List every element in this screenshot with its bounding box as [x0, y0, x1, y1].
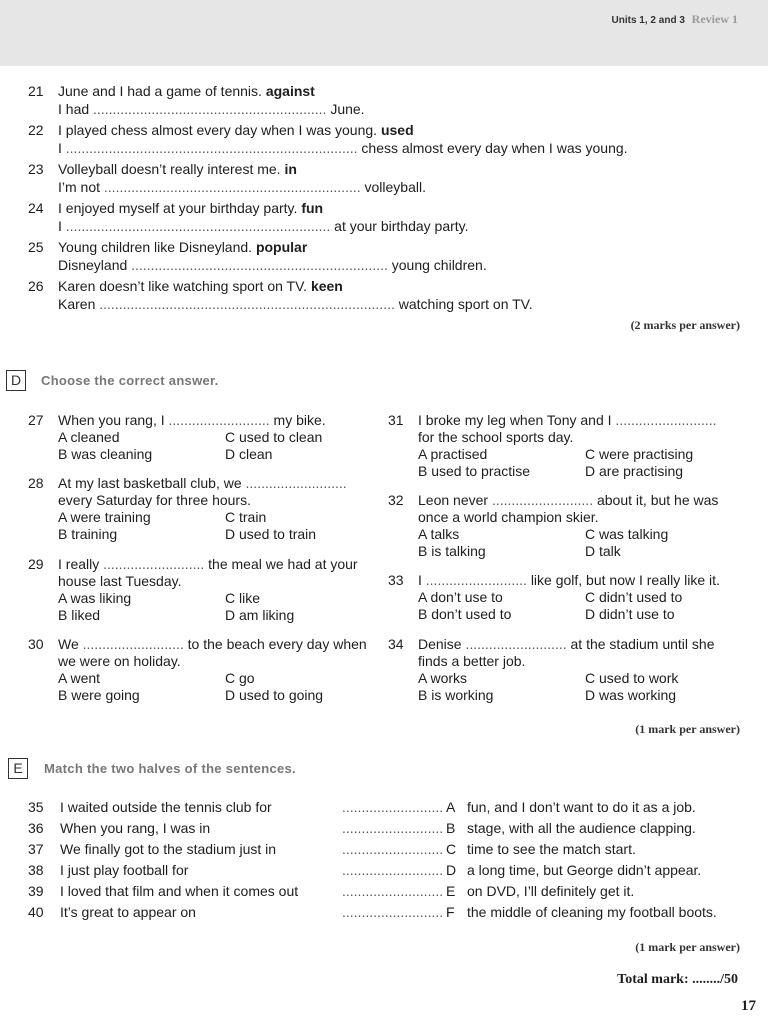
question-row	[28, 83, 315, 100]
question-number: 26	[28, 278, 44, 294]
question-row	[28, 122, 414, 139]
answer-start: I had	[58, 101, 90, 117]
answer-start: I	[58, 140, 62, 156]
question-text: When you rang, I	[58, 412, 165, 428]
option-c[interactable]: C was talking	[585, 526, 669, 542]
total-mark: Total mark: ......../50	[617, 972, 738, 987]
answer-blank[interactable]: ..........................	[99, 556, 209, 572]
answer-start: I	[58, 218, 62, 234]
section-e-title: Match the two halves of the sentences.	[44, 761, 296, 776]
units-text: Units 1, 2 and 3	[611, 15, 685, 26]
match-answer-blank[interactable]: ..........................	[342, 799, 444, 815]
answer-end: June.	[330, 101, 365, 117]
option-c[interactable]: C used to work	[585, 670, 679, 686]
answer-blank[interactable]: ....................................................................	[61, 218, 335, 234]
question-text-end: the meal we had at your	[208, 556, 358, 572]
question-line-2: once a world champion skier.	[418, 509, 599, 525]
unit-label	[612, 12, 738, 27]
question-text: I broke my leg when Tony and I	[418, 412, 612, 428]
match-left-text: When you rang, I was in	[60, 820, 211, 836]
match-letter: D	[446, 862, 457, 878]
option-b[interactable]: B training	[58, 526, 118, 542]
section-c-marks: (2 marks per answer)	[630, 318, 740, 332]
question-text: Leon never	[418, 492, 489, 508]
option-d[interactable]: D was working	[585, 687, 677, 703]
option-a[interactable]: A was liking	[58, 590, 132, 606]
section-e-marks: (1 mark per answer)	[635, 940, 740, 954]
question-text-end: like golf, but now I really like it.	[530, 572, 720, 588]
question-prompt: Young children like Disneyland.	[58, 239, 253, 255]
match-right-row	[446, 862, 701, 879]
option-c[interactable]: C like	[225, 590, 261, 606]
question-line	[28, 475, 347, 492]
answer-start: Karen	[58, 296, 96, 312]
answer-blank[interactable]: ..................................................................	[100, 179, 365, 195]
match-left-text: I waited outside the tennis club for	[60, 799, 272, 815]
question-text: Denise	[418, 636, 462, 652]
question-number: 22	[28, 122, 44, 138]
option-d[interactable]: D are practising	[585, 463, 684, 479]
match-left-text: I loved that film and when it comes out	[60, 883, 299, 899]
answer-line	[58, 101, 365, 118]
answer-blank[interactable]: ............................................................................	[95, 296, 399, 312]
keyword: in	[284, 161, 297, 177]
question-number: 23	[28, 161, 44, 177]
question-number: 34	[388, 636, 404, 652]
question-text: At my last basketball club, we	[58, 475, 242, 491]
question-row	[28, 239, 307, 256]
question-line	[388, 492, 718, 509]
question-text-end: my bike.	[273, 412, 326, 428]
keyword: used	[380, 122, 414, 138]
option-a[interactable]: A works	[418, 670, 468, 686]
option-d[interactable]: D didn’t use to	[585, 606, 675, 622]
question-number: 32	[388, 492, 404, 508]
keyword: fun	[301, 200, 324, 216]
question-line-2: every Saturday for three hours.	[58, 492, 251, 508]
option-b[interactable]: B liked	[58, 607, 101, 623]
match-right-row	[446, 799, 696, 816]
answer-blank[interactable]: ..........................	[611, 412, 717, 428]
match-right-text: on DVD, I’ll definitely get it.	[467, 883, 635, 899]
option-b[interactable]: B don’t used to	[418, 606, 512, 622]
section-d-title: Choose the correct answer.	[41, 373, 219, 388]
question-number: 30	[28, 636, 44, 652]
question-line	[388, 636, 715, 653]
option-b[interactable]: B is talking	[418, 543, 486, 559]
option-b[interactable]: B is working	[418, 687, 494, 703]
answer-blank[interactable]: ..........................	[488, 492, 597, 508]
section-e-box: E	[8, 758, 28, 779]
answer-line	[58, 140, 628, 157]
match-letter: A	[446, 799, 456, 815]
option-b[interactable]: B were going	[58, 687, 140, 703]
match-left-row	[28, 820, 210, 837]
question-number: 24	[28, 200, 44, 216]
match-answer-blank[interactable]: ..........................	[342, 862, 444, 878]
answer-end: chess almost every day when I was young.	[361, 140, 628, 156]
question-number: 40	[28, 904, 44, 920]
question-prompt: June and I had a game of tennis.	[58, 83, 262, 99]
question-line-2: for the school sports day.	[418, 429, 574, 445]
answer-start: I’m not	[58, 179, 101, 195]
question-line-2: we were on holiday.	[58, 653, 181, 669]
match-right-text: the middle of cleaning my football boots.	[467, 904, 717, 920]
question-number: 21	[28, 83, 44, 99]
question-text-end: to the beach every day when	[187, 636, 367, 652]
option-c[interactable]: C didn’t used to	[585, 589, 683, 605]
option-d[interactable]: D used to going	[225, 687, 324, 703]
answer-blank[interactable]: ..........................	[421, 572, 531, 588]
answer-end: watching sport on TV.	[398, 296, 533, 312]
match-right-row	[446, 820, 696, 837]
match-left-text: We finally got to the stadium just in	[60, 841, 277, 857]
match-answer-blank[interactable]: ..........................	[342, 841, 444, 857]
answer-line	[58, 296, 533, 313]
keyword: keen	[310, 278, 343, 294]
question-number: 36	[28, 820, 44, 836]
question-number: 33	[388, 572, 404, 588]
keyword: popular	[255, 239, 308, 255]
question-row	[28, 200, 323, 217]
answer-end: at your birthday party.	[334, 218, 469, 234]
answer-line	[58, 257, 487, 274]
question-number: 38	[28, 862, 44, 878]
match-letter: F	[446, 904, 455, 920]
question-line-2: finds a better job.	[418, 653, 526, 669]
match-letter: C	[446, 841, 457, 857]
match-right-row	[446, 883, 634, 900]
review-label: Review 1	[691, 12, 738, 26]
option-c[interactable]: C train	[225, 509, 267, 525]
question-line	[388, 572, 720, 589]
answer-blank[interactable]: ............................................................	[89, 101, 331, 117]
option-a[interactable]: A talks	[418, 526, 460, 542]
match-right-row	[446, 904, 717, 921]
option-a[interactable]: A were training	[58, 509, 151, 525]
answer-line	[58, 179, 426, 196]
option-a[interactable]: A don’t use to	[418, 589, 503, 605]
option-c[interactable]: C were practising	[585, 446, 694, 462]
question-prompt: I enjoyed myself at your birthday party.	[58, 200, 298, 216]
page-header-band	[0, 0, 768, 66]
option-c[interactable]: C go	[225, 670, 255, 686]
question-line	[388, 412, 717, 429]
option-a[interactable]: A practised	[418, 446, 488, 462]
option-d[interactable]: D am liking	[225, 607, 295, 623]
match-right-text: time to see the match start.	[467, 841, 636, 857]
match-left-text: It’s great to appear on	[60, 904, 196, 920]
question-row	[28, 278, 343, 295]
match-left-row	[28, 904, 196, 921]
option-b[interactable]: B was cleaning	[58, 446, 153, 462]
answer-blank[interactable]: ..........................	[164, 412, 274, 428]
section-d-box: D	[6, 370, 26, 391]
match-answer-blank[interactable]: ..........................	[342, 904, 444, 920]
match-right-row	[446, 841, 636, 858]
match-answer-blank[interactable]: ..........................	[342, 820, 444, 836]
answer-start: Disneyland	[58, 257, 128, 273]
question-text-end: at the stadium until she	[570, 636, 715, 652]
match-left-row	[28, 841, 276, 858]
question-line	[28, 556, 358, 573]
question-number: 35	[28, 799, 44, 815]
question-prompt: Volleyball doesn’t really interest me.	[58, 161, 281, 177]
match-left-row	[28, 799, 272, 816]
question-number: 27	[28, 412, 44, 428]
answer-line	[58, 218, 469, 235]
keyword: against	[265, 83, 315, 99]
question-number: 25	[28, 239, 44, 255]
match-left-row	[28, 862, 188, 879]
option-d[interactable]: D clean	[225, 446, 273, 462]
option-c[interactable]: C used to clean	[225, 429, 323, 445]
match-left-row	[28, 883, 298, 900]
answer-blank[interactable]: ..................................................................	[127, 257, 392, 273]
option-b[interactable]: B used to practise	[418, 463, 531, 479]
question-row	[28, 161, 297, 178]
question-number: 31	[388, 412, 404, 428]
match-letter: B	[446, 820, 456, 836]
match-letter: E	[446, 883, 456, 899]
question-number: 29	[28, 556, 44, 572]
page-number: 17	[741, 998, 756, 1014]
question-text: I really	[58, 556, 100, 572]
answer-end: volleyball.	[364, 179, 426, 195]
option-a[interactable]: A cleaned	[58, 429, 120, 445]
option-d[interactable]: D talk	[585, 543, 621, 559]
answer-end: young children.	[391, 257, 487, 273]
question-line-2: house last Tuesday.	[58, 573, 182, 589]
match-left-text: I just play football for	[60, 862, 189, 878]
question-prompt: Karen doesn’t like watching sport on TV.	[58, 278, 308, 294]
answer-blank[interactable]: ..........................	[461, 636, 571, 652]
option-d[interactable]: D used to train	[225, 526, 317, 542]
question-prompt: I played chess almost every day when I was young.	[58, 122, 378, 138]
option-a[interactable]: A went	[58, 670, 101, 686]
question-number: 37	[28, 841, 44, 857]
match-right-text: a long time, but George didn’t appear.	[467, 862, 702, 878]
question-line	[28, 412, 326, 429]
question-text: We	[58, 636, 79, 652]
question-number: 39	[28, 883, 44, 899]
match-right-text: stage, with all the audience clapping.	[467, 820, 696, 836]
question-number: 28	[28, 475, 44, 491]
match-right-text: fun, and I don’t want to do it as a job.	[467, 799, 696, 815]
match-answer-blank[interactable]: ..........................	[342, 883, 444, 899]
section-d-marks: (1 mark per answer)	[635, 722, 740, 736]
question-line	[28, 636, 367, 653]
answer-blank[interactable]: ...........................................................................	[61, 140, 362, 156]
question-text: I	[418, 572, 422, 588]
answer-blank[interactable]: ..........................	[241, 475, 347, 491]
answer-blank[interactable]: ..........................	[78, 636, 188, 652]
question-text-end: about it, but he was	[596, 492, 719, 508]
